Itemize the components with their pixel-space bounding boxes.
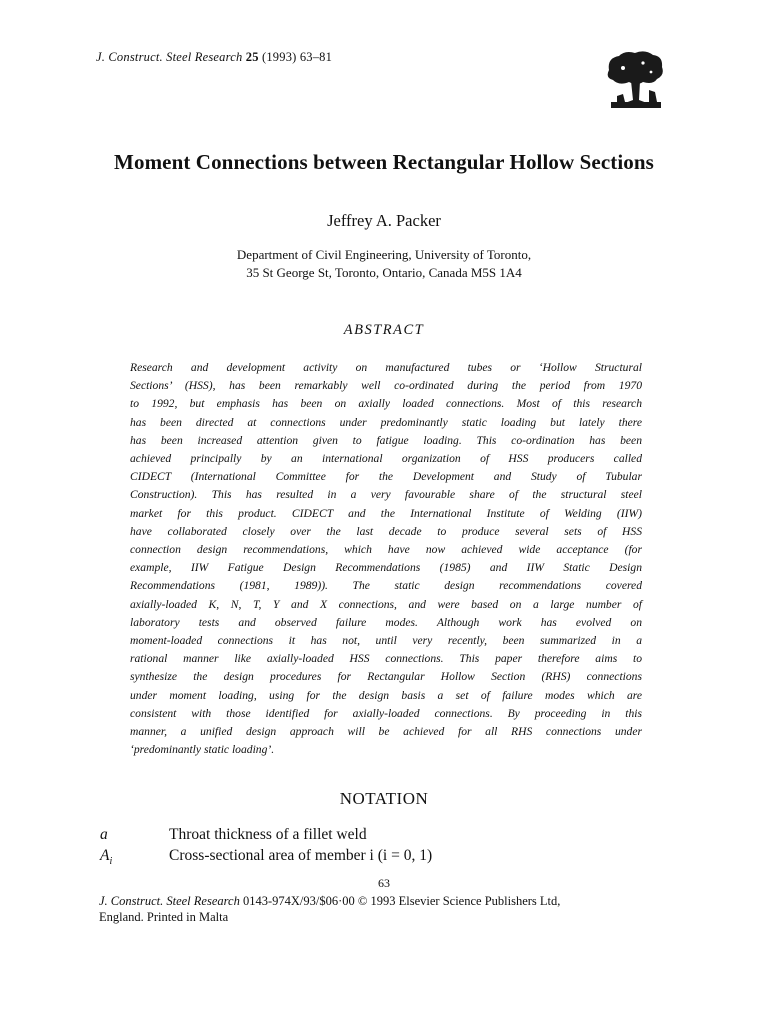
abstract-line: consistent with those identified for axially-loaded connections. By proceeding in this: [130, 706, 642, 720]
abstract-line: under moment loading, using for the design basis a set of failure modes which are: [130, 688, 642, 702]
author-affiliation: [0, 246, 768, 282]
journal-reference: [96, 50, 332, 65]
journal-year-pages: (1993) 63–81: [258, 50, 333, 64]
abstract-line: synthesize the design procedures for Rectangular Hollow Section (RHS) connections: [130, 670, 642, 684]
abstract-line: moment-loaded connections it has not, until very recently, been summarized in a: [130, 634, 642, 648]
author-name: Jeffrey A. Packer: [327, 211, 441, 230]
abstract-line: rational manner like axially-loaded HSS connections. This paper therefore aims to: [130, 652, 642, 666]
notation-definition: Cross-sectional area of member i (i = 0, 1): [169, 847, 433, 864]
abstract-line: manner, a unified design approach will be achieved for all RHS connections under: [130, 725, 642, 739]
notation-heading: NOTATION: [339, 789, 429, 808]
abstract-line: Construction). This has resulted in a very favourable share of the structural steel: [130, 488, 642, 502]
abstract-heading: ABSTRACT: [343, 322, 425, 338]
abstract-line: Recommendations (1981, 1989)). The static design recommendations covered: [130, 579, 642, 593]
page-number: 63: [378, 876, 390, 890]
abstract-line: CIDECT (International Committee for the Development and Study of Tubular: [130, 470, 642, 484]
journal-volume: 25: [245, 50, 259, 64]
footer-journal: J. Construct. Steel Research: [99, 894, 240, 908]
notation-item: [100, 826, 367, 846]
notation-definition: Throat thickness of a fillet weld: [169, 826, 367, 843]
abstract-body: [130, 359, 642, 759]
abstract-line: to 1992, but emphasis has been on axially loaded connections. Most of this research: [130, 397, 642, 411]
abstract-line: Research and development activity on manufactured tubes or ‘Hollow Structural: [130, 361, 642, 374]
article-title: Moment Connections between Rectangular Hollow Sections: [114, 150, 654, 174]
notation-item: [100, 847, 432, 867]
abstract-line: has been increased attention given to fatigue loading. This co-ordination has been: [130, 433, 642, 447]
footer-line: [99, 893, 673, 909]
abstract-line: axially-loaded K, N, T, Y and X connections, and were based on a large number of: [130, 597, 642, 611]
affiliation-line: 35 St George St, Toronto, Ontario, Canada M5S 1A4: [246, 265, 522, 280]
abstract-line: market for this product. CIDECT and the International Institute of Welding (IIW): [130, 506, 642, 520]
notation-symbol: a: [100, 826, 108, 843]
abstract-line: connection design recommendations, which have now achieved wide acceptance (for: [130, 543, 642, 557]
abstract-line: has been directed at connections under predominantly static loading but lately there: [130, 415, 642, 429]
footer-issn: 0143-974X/93/$06·00 © 1993 Elsevier Science Publishers Ltd,: [239, 894, 561, 908]
elsevier-tree-logo-icon: [603, 48, 667, 110]
abstract-line: Sections’ (HSS), has been remarkably well co-ordinated during the period from 1970: [130, 379, 642, 393]
journal-name: J. Construct. Steel Research: [96, 50, 243, 64]
abstract-line: example, IIW Fatigue Design Recommendations (1985) and IIW Static Design: [130, 561, 642, 575]
abstract-line: have collaborated closely over the last decade to produce several sets of HSS: [130, 524, 642, 538]
affiliation-line: Department of Civil Engineering, University of Toronto,: [236, 247, 532, 262]
publication-footer: [99, 893, 673, 925]
abstract-line: laboratory tests and observed failure modes. Although work has evolved on: [130, 615, 642, 629]
notation-symbol: $A_i$: [100, 847, 113, 868]
abstract-line: ‘predominantly static loading’.: [130, 743, 275, 757]
footer-line: England. Printed in Malta: [99, 910, 229, 924]
abstract-line: achieved principally by an international organization of HSS producers called: [130, 452, 642, 466]
